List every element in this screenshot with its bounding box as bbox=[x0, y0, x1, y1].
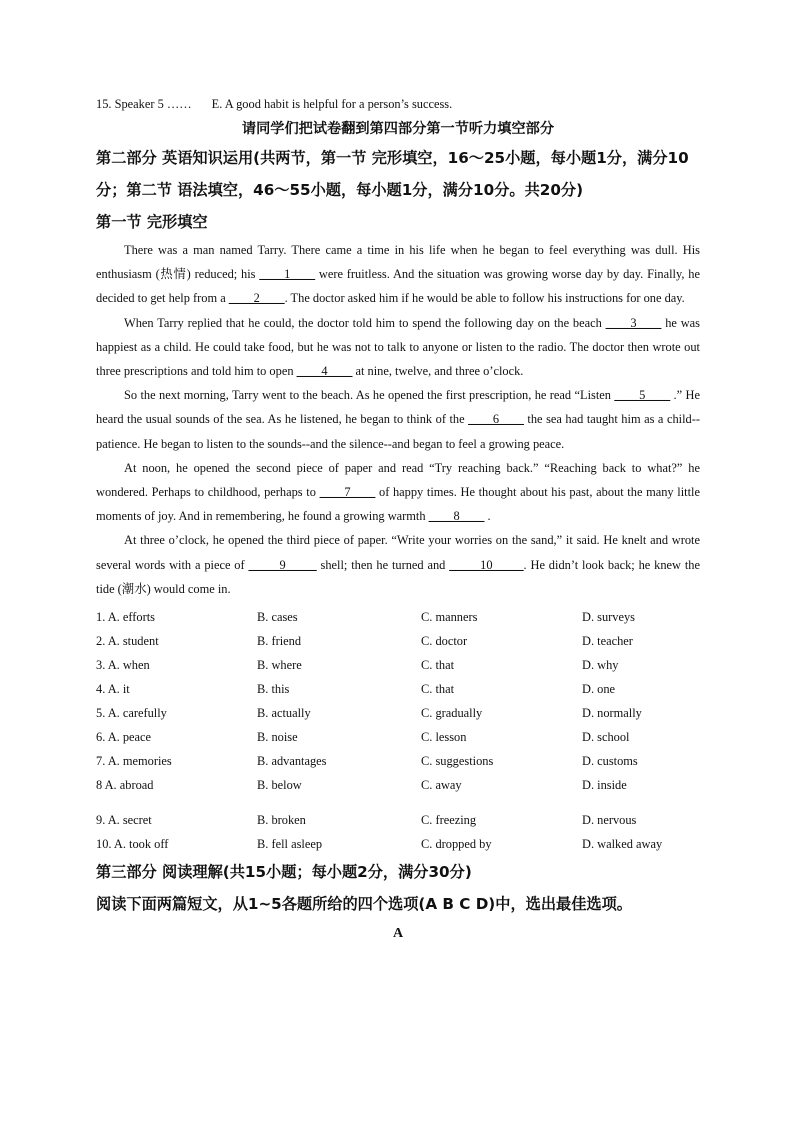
part2-header-line1: 第二部分 英语知识运用(共两节，第一节 完形填空，16～25小题，每小题1分，满分10 bbox=[96, 149, 689, 167]
passage-text: . bbox=[484, 509, 491, 524]
option-d[interactable]: D. customs bbox=[582, 754, 638, 769]
options-row-3 bbox=[96, 653, 700, 677]
option-d[interactable]: D. walked away bbox=[582, 837, 663, 852]
option-c[interactable]: C. suggestions bbox=[421, 754, 494, 769]
speaker-number: 15. Speaker 5 …… bbox=[96, 97, 192, 111]
passage-text: There was a man named Tarry. There came a time in his life when he began to feel everything was dull. His enthusiasm (热情) reduced; his bbox=[96, 243, 700, 282]
option-b[interactable]: B. friend bbox=[257, 634, 302, 649]
option-a[interactable]: 1. A. efforts bbox=[96, 610, 155, 625]
options-row-6 bbox=[96, 725, 700, 749]
options-row-9 bbox=[96, 808, 700, 832]
passage-paragraph-5 bbox=[96, 528, 700, 601]
exam-page bbox=[96, 92, 700, 948]
passage-paragraph-4 bbox=[96, 456, 700, 529]
options-row-8 bbox=[96, 773, 700, 797]
option-d[interactable]: D. nervous bbox=[582, 813, 637, 828]
options-row-10 bbox=[96, 832, 700, 856]
option-c[interactable]: C. lesson bbox=[421, 730, 467, 745]
passage-text: he was happiest as a child. He could take food, but he was not to talk to anyone or listen to the radio. The doctor then wrote out three prescriptions and told him to open bbox=[96, 315, 700, 379]
blank-5: ____5____ bbox=[614, 388, 671, 403]
part2-header-line2: 分；第二节 语法填空，46～55小题，每小题1分，满分10分。共20分) bbox=[96, 181, 584, 199]
blank-8: ____8____ bbox=[428, 509, 485, 524]
option-c[interactable]: C. freezing bbox=[421, 813, 477, 828]
option-b[interactable]: B. where bbox=[257, 658, 302, 673]
passage-text: So the next morning, Tarry went to the beach. As he opened the first prescription, he read “Listen bbox=[124, 388, 615, 403]
options-row-1 bbox=[96, 605, 700, 629]
blank-7: ____7____ bbox=[319, 485, 376, 500]
passage-text: At three o’clock, he opened the third piece of paper. “Write your worries on the sand,” it said. He knelt and wrote several words with a piece of bbox=[96, 533, 700, 572]
options-gap bbox=[96, 797, 700, 808]
option-a[interactable]: 3. A. when bbox=[96, 658, 150, 673]
option-d[interactable]: D. school bbox=[582, 730, 630, 745]
passage-paragraph-1 bbox=[96, 238, 700, 311]
option-a[interactable]: 8 A. abroad bbox=[96, 778, 154, 793]
passage-text: . The doctor asked him if he would be able to follow his instructions for one day. bbox=[284, 291, 685, 306]
section-a-label: A bbox=[392, 926, 404, 942]
options-row-5 bbox=[96, 701, 700, 725]
option-d[interactable]: D. why bbox=[582, 658, 619, 673]
option-a[interactable]: 7. A. memories bbox=[96, 754, 172, 769]
passage-paragraph-3 bbox=[96, 383, 700, 456]
option-a[interactable]: 4. A. it bbox=[96, 682, 130, 697]
option-b[interactable]: B. cases bbox=[257, 610, 298, 625]
option-b[interactable]: B. broken bbox=[257, 813, 306, 828]
speaker-line bbox=[96, 92, 700, 116]
passage-paragraph-2 bbox=[96, 311, 700, 384]
blank-2: ____2____ bbox=[228, 291, 285, 306]
passage-text: the sea had taught him as a child--patience. He began to listen to the sounds--and the silence--and began to feel a growing peace. bbox=[96, 412, 700, 451]
passage-text: .” He heard the usual sounds of the sea. As he listened, he began to think of the bbox=[96, 388, 700, 427]
option-c[interactable]: C. away bbox=[421, 778, 462, 793]
option-c[interactable]: C. dropped by bbox=[421, 837, 492, 852]
option-a[interactable]: 2. A. student bbox=[96, 634, 159, 649]
option-c[interactable]: C. manners bbox=[421, 610, 478, 625]
option-d[interactable]: D. one bbox=[582, 682, 616, 697]
option-a[interactable]: 10. A. took off bbox=[96, 837, 169, 852]
option-c[interactable]: C. gradually bbox=[421, 706, 483, 721]
blank-6: ____6____ bbox=[468, 412, 524, 427]
passage-text: At noon, he opened the second piece of paper and read “Try reaching back.” “Reaching back to what?” he wondered. Perhaps to childhood, perhaps to bbox=[96, 460, 700, 500]
option-d[interactable]: D. inside bbox=[582, 778, 627, 793]
blank-10: _____10_____ bbox=[449, 557, 524, 572]
option-a[interactable]: 9. A. secret bbox=[96, 813, 152, 828]
option-c[interactable]: C. that bbox=[421, 682, 455, 697]
option-b[interactable]: B. actually bbox=[257, 706, 311, 721]
option-b[interactable]: B. this bbox=[257, 682, 290, 697]
passage-text: were fruitless. And the situation was growing worse day by day. Finally, he decided to get help from a bbox=[96, 267, 700, 306]
option-a[interactable]: 6. A. peace bbox=[96, 730, 152, 745]
passage-text: of happy times. He thought about his past, about the many little moments of joy. And in remembering, he found a growing warmth bbox=[96, 485, 700, 524]
option-c[interactable]: C. doctor bbox=[421, 634, 468, 649]
options-row-7 bbox=[96, 749, 700, 773]
blank-9: _____9_____ bbox=[248, 557, 317, 572]
option-c[interactable]: C. that bbox=[421, 658, 455, 673]
options-row-2 bbox=[96, 629, 700, 653]
passage-text: . He didn’t look back; he knew the tide (潮水) would come in. bbox=[96, 557, 700, 596]
blank-1: ____1____ bbox=[259, 267, 316, 282]
option-b[interactable]: B. noise bbox=[257, 730, 298, 745]
options-row-4 bbox=[96, 677, 700, 701]
option-d[interactable]: D. teacher bbox=[582, 634, 633, 649]
option-b[interactable]: B. below bbox=[257, 778, 302, 793]
blank-4: ____4____ bbox=[296, 364, 353, 379]
passage-text: When Tarry replied that he could, the doctor told him to spend the following day on the beach bbox=[124, 315, 606, 330]
part3-instruction: 阅读下面两篇短文，从1~5各题所给的四个选项(A B C D)中，选出最佳选项。 bbox=[96, 895, 632, 914]
passage-text: shell; then he turned and bbox=[316, 557, 450, 572]
part3-header: 第三部分 阅读理解(共15小题；每小题2分，满分30分) bbox=[96, 863, 472, 882]
section1-title: 第一节 完形填空 bbox=[96, 213, 208, 231]
option-b[interactable]: B. fell asleep bbox=[257, 837, 323, 852]
option-a[interactable]: 5. A. carefully bbox=[96, 706, 167, 721]
option-d[interactable]: D. normally bbox=[582, 706, 642, 721]
passage-text: at nine, twelve, and three o’clock. bbox=[352, 364, 524, 379]
turn-page-notice: 请同学们把试卷翻到第四部分第一节听力填空部分 bbox=[241, 121, 555, 137]
blank-3: ____3____ bbox=[605, 315, 662, 330]
option-d[interactable]: D. surveys bbox=[582, 610, 635, 625]
option-b[interactable]: B. advantages bbox=[257, 754, 327, 769]
speaker-option: E. A good habit is helpful for a person’s success. bbox=[211, 97, 453, 111]
